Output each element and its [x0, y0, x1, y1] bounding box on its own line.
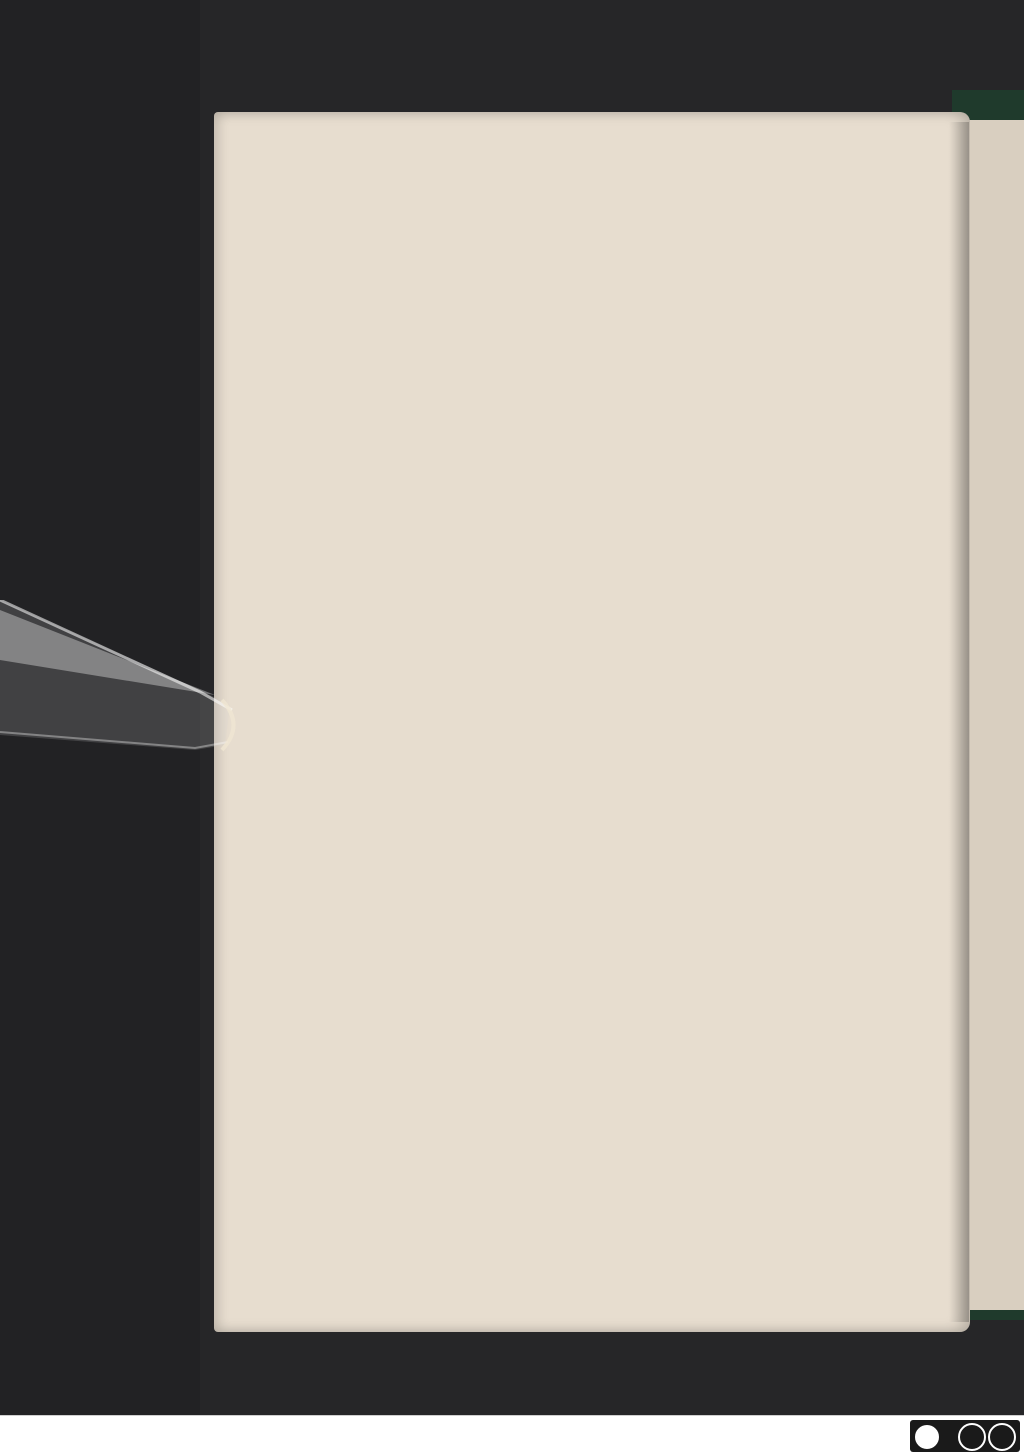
footer-bar — [0, 1415, 1024, 1456]
glass-page-weight — [0, 600, 250, 760]
cc-license-badge[interactable] — [910, 1420, 1020, 1452]
cc-icon — [913, 1423, 941, 1451]
attribution-icon — [958, 1423, 986, 1451]
hab-logo — [6, 1424, 40, 1450]
share-alike-icon — [988, 1423, 1016, 1451]
book-page — [214, 112, 970, 1332]
decorated-initial — [386, 450, 480, 548]
